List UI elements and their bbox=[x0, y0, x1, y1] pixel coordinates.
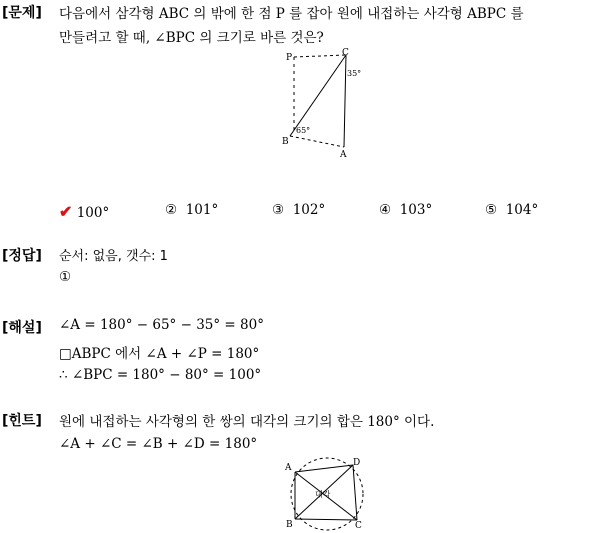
hint-line-1: 원에 내접하는 사각형의 한 쌍의 대각의 크기의 합은 180° 이다. bbox=[59, 414, 435, 430]
problem-figure bbox=[278, 46, 378, 161]
explanation-line-1: ∠A = 180° − 65° − 35° = 80° bbox=[59, 317, 264, 333]
hint-label-b: B bbox=[286, 520, 293, 530]
hint-label-c: C bbox=[355, 521, 362, 531]
choice-3[interactable] bbox=[272, 202, 325, 218]
hint-figure bbox=[283, 456, 373, 532]
choice-1[interactable] bbox=[59, 202, 109, 221]
choice-3-marker: ③ bbox=[272, 202, 285, 218]
hint-tag: [힌트] bbox=[2, 413, 42, 429]
answer-tag: [정답] bbox=[2, 248, 42, 264]
explanation-line-3: ∴ ∠BPC = 180° − 80° = 100° bbox=[59, 367, 262, 383]
choice-5-text: 104° bbox=[505, 202, 539, 218]
label-a: A bbox=[340, 150, 347, 160]
label-p: P bbox=[286, 53, 293, 63]
choice-2-text: 101° bbox=[185, 202, 219, 218]
choice-5[interactable] bbox=[485, 202, 538, 218]
choice-4[interactable] bbox=[379, 202, 432, 218]
check-icon: ✔ bbox=[59, 202, 73, 221]
choice-2-marker: ② bbox=[165, 202, 178, 218]
problem-line-1: 다음에서 삼각형 ABC 의 밖에 한 점 P 를 잡아 원에 내접하는 사각형 ABPC 를 bbox=[59, 6, 524, 22]
answer-line-1: 순서: 없음, 갯수: 1 bbox=[59, 249, 168, 264]
choice-3-text: 102° bbox=[292, 202, 326, 218]
problem-tag: [문제] bbox=[2, 5, 42, 21]
explanation-tag: [해설] bbox=[2, 320, 42, 336]
hint-line-2: ∠A + ∠C = ∠B + ∠D = 180° bbox=[59, 436, 258, 452]
label-b: B bbox=[282, 137, 289, 147]
hint-label-a: A bbox=[285, 463, 292, 473]
angle-b: 65° bbox=[296, 126, 311, 135]
hint-center-label: 대각 bbox=[315, 490, 331, 499]
label-c: C bbox=[342, 48, 349, 58]
choice-4-text: 103° bbox=[399, 202, 433, 218]
problem-line-2: 만들려고 할 때, ∠BPC 의 크기로 바른 것은? bbox=[59, 30, 324, 46]
choice-5-marker: ⑤ bbox=[485, 202, 498, 218]
hint-label-d: D bbox=[353, 458, 361, 468]
choice-1-text: 100° bbox=[76, 205, 110, 221]
angle-c: 35° bbox=[347, 69, 362, 78]
answer-line-2: ① bbox=[59, 269, 72, 285]
choice-2[interactable] bbox=[165, 202, 218, 218]
explanation-line-2: □ABPC 에서 ∠A + ∠P = 180° bbox=[59, 346, 260, 362]
choice-4-marker: ④ bbox=[379, 202, 392, 218]
